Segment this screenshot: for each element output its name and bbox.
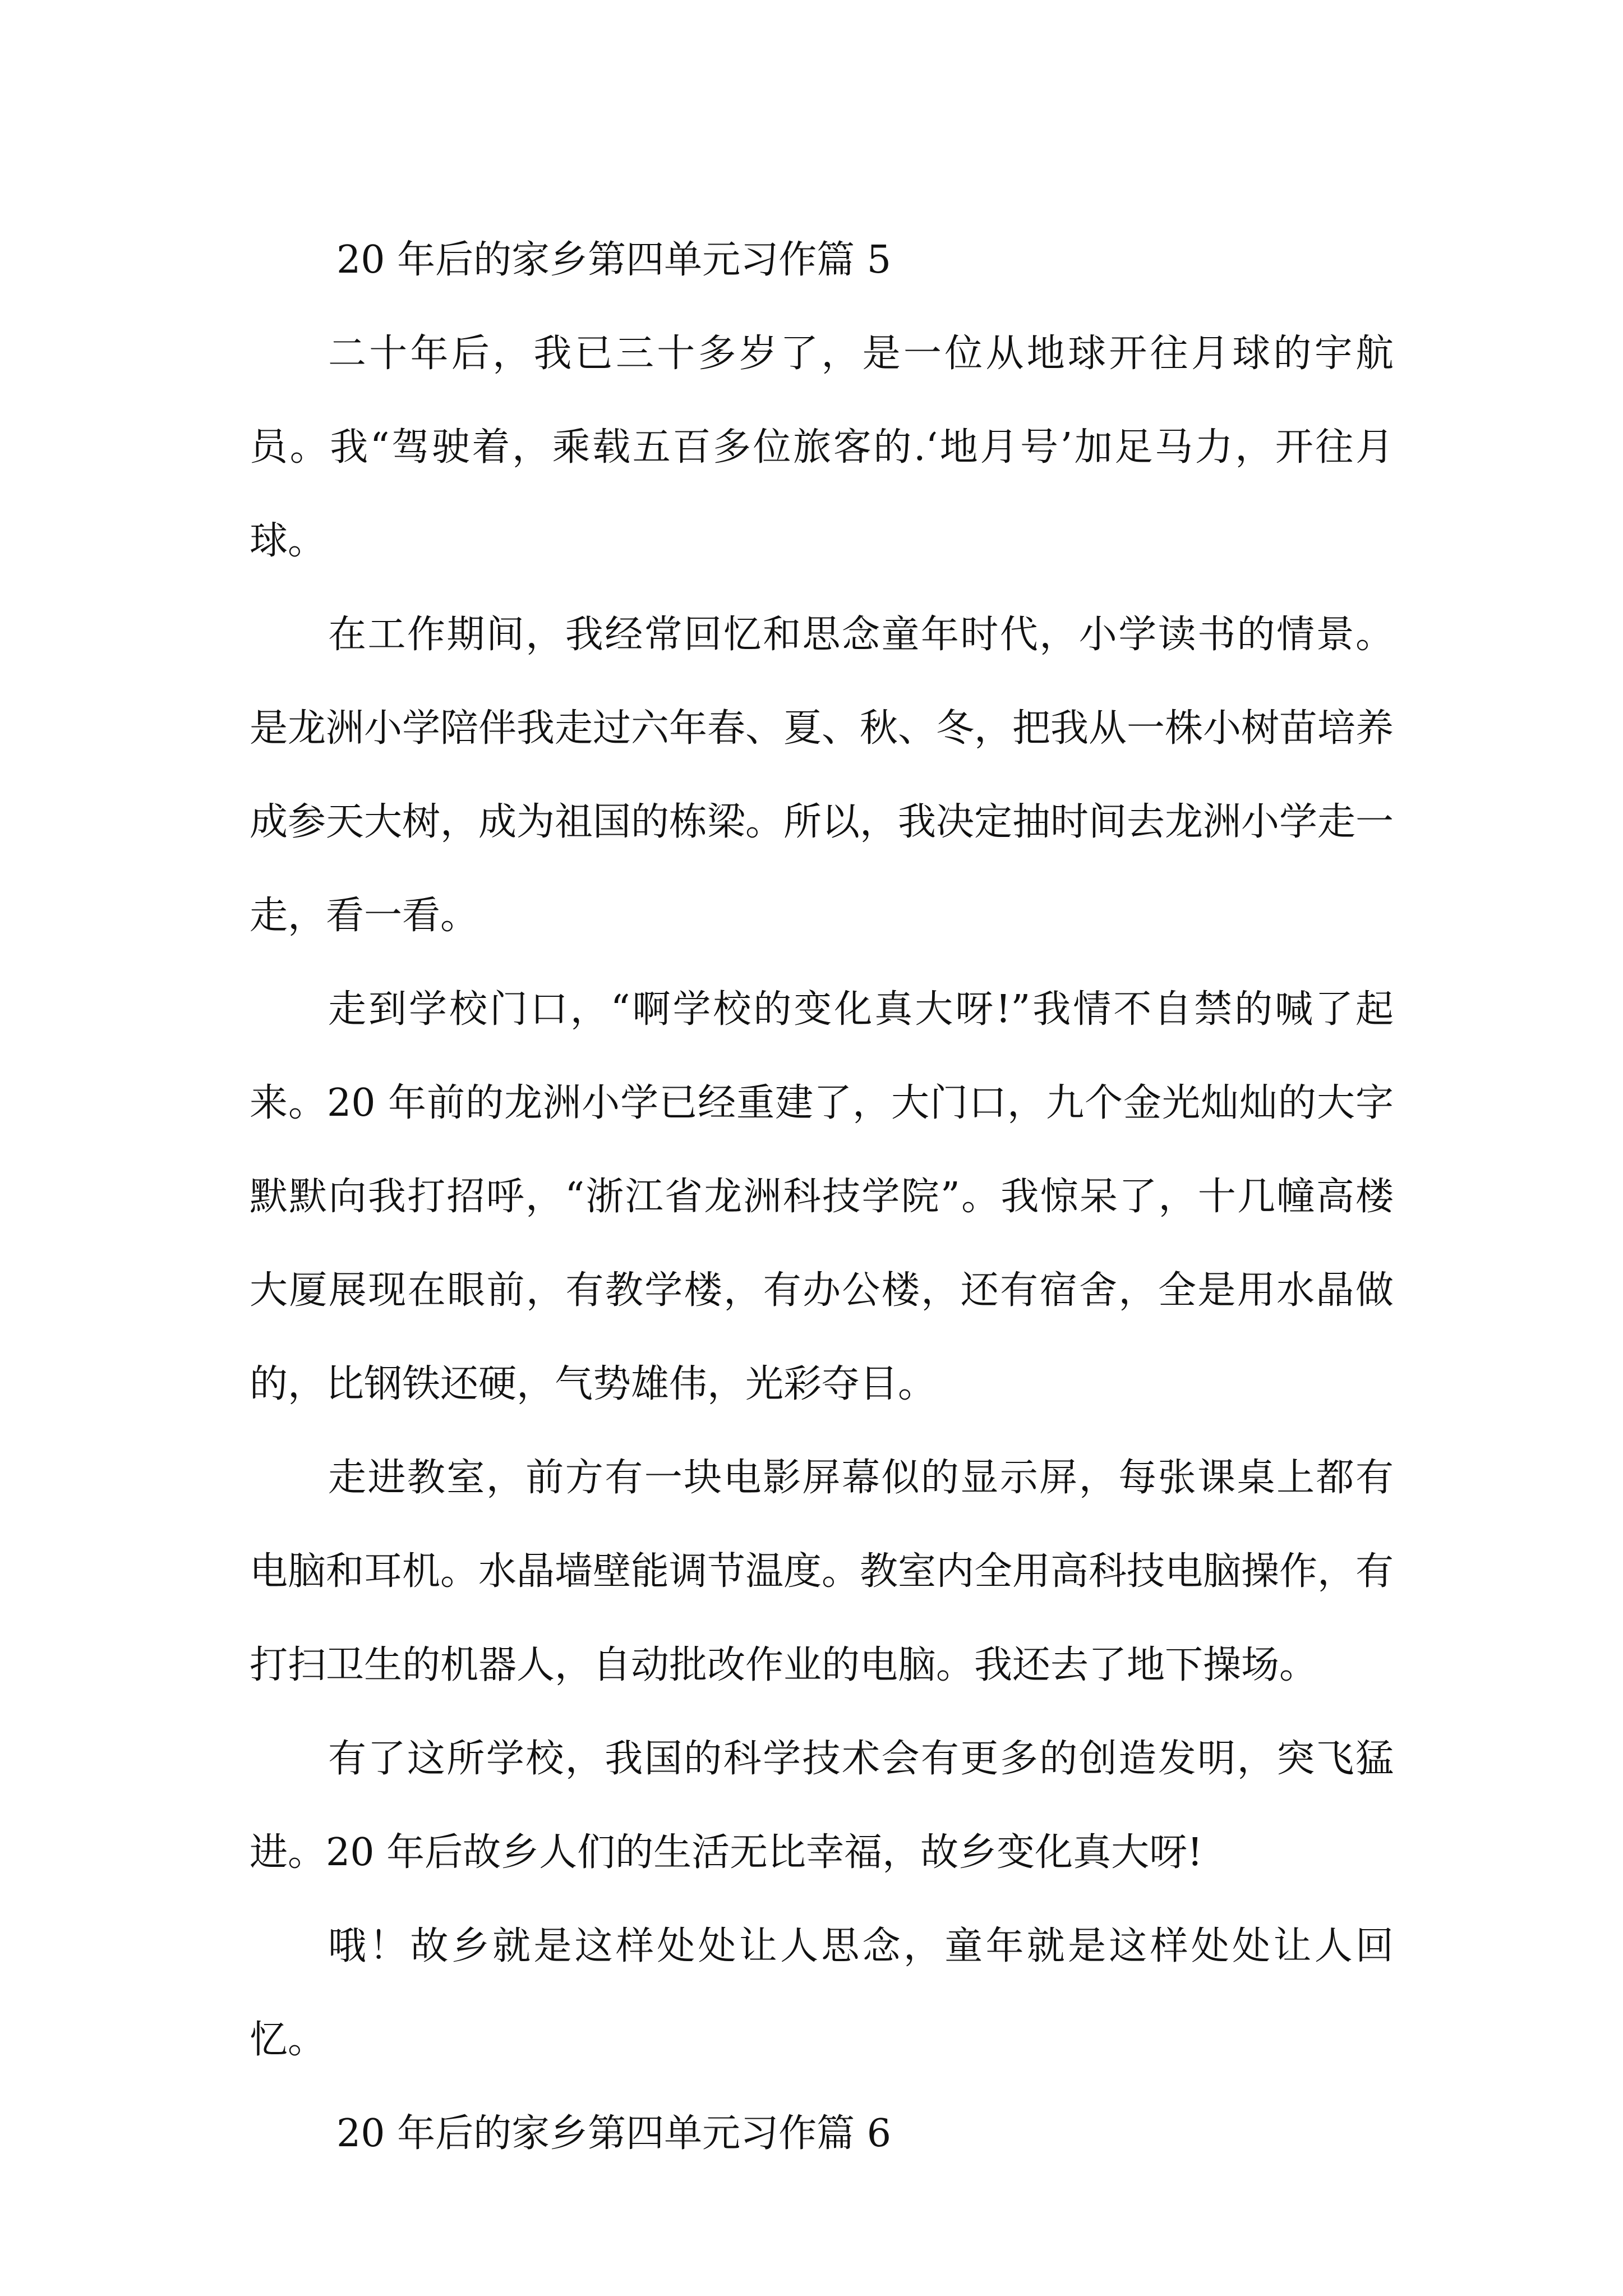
paragraph-4: 走进教室，前方有一块电影屏幕似的显示屏，每张课桌上都有电脑和耳机。水晶墙壁能调节温度。教室内全用高科技电脑操作，有打扫卫生的机器人，自动批改作业的电脑。我还去了地下操场。 bbox=[250, 1456, 1394, 1687]
section-title-6: 20 年后的家乡第四单元习作篇 6 bbox=[336, 2111, 892, 2156]
paragraph-1: 二十年后，我已三十多岁了，是一位从地球开往月球的宇航员。我“驾驶着，乘载五百多位旅客的.‘地月号’加足马力，开往月球。 bbox=[250, 332, 1394, 563]
section-title-5: 20 年后的家乡第四单元习作篇 5 bbox=[336, 238, 892, 282]
paragraph-5: 有了这所学校，我国的科学技术会有更多的创造发明，突飞猛进。20 年后故乡人们的生活无比幸福，故乡变化真大呀! bbox=[250, 1737, 1394, 1875]
paragraph-3: 走到学校门口，“啊学校的变化真大呀!”我情不自禁的喊了起来。20 年前的龙洲小学已经重建了，大门口，九个金光灿灿的大字默默向我打招呼，“浙江省龙洲科技学院”。我惊呆了，十几幢高楼大厦展现在眼前，有教学楼，有办公楼，还有宿舍，全是用水晶做的，比钢铁还硬，气势雄伟，光彩夺目。 bbox=[250, 987, 1394, 1406]
paragraph-2: 在工作期间，我经常回忆和思念童年时代，小学读书的情景。是龙洲小学陪伴我走过六年春、夏、秋、冬，把我从一株小树苗培养成参天大树，成为祖国的栋梁。所以，我决定抽时间去龙洲小学走一走，看一看。 bbox=[250, 613, 1394, 938]
paragraph-6: 哦！故乡就是这样处处让人思念，童年就是这样处处让人回忆。 bbox=[250, 1924, 1394, 2062]
document-body bbox=[250, 213, 1394, 2180]
